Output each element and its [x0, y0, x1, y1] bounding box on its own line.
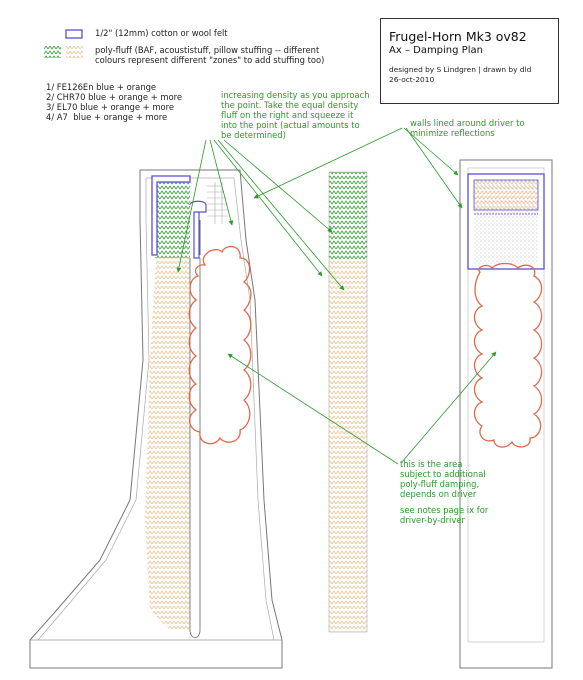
legend-fluff-swatches	[44, 46, 83, 58]
legend-fluff-label-line1: poly-fluff (BAF, acoustistuff, pillow stuffing -- different	[95, 45, 320, 55]
driver-grid	[207, 182, 228, 224]
legend-felt-swatch	[66, 30, 82, 38]
area-note-line: this is the area	[400, 459, 463, 469]
density-note-line: into the point (actual amounts to	[221, 120, 360, 130]
green-fluff-zone-strip	[329, 172, 367, 260]
see-notes-line: driver-by-driver	[400, 515, 465, 525]
felt-lining-driver	[190, 201, 206, 258]
legend-felt-label: 1/2" (12mm) cotton or wool felt	[95, 28, 228, 38]
see-notes-line: see notes page ix for	[400, 505, 489, 515]
stuffing-strip-view	[329, 172, 367, 632]
legend-fluff-label-line2: colours represent different "zones" to add stuffing too)	[95, 55, 325, 65]
driver-item: 4/ A7 blue + orange + more	[46, 112, 168, 122]
area-note-line: poly-fluff damping,	[400, 479, 480, 489]
driver-item: 1/ FE126En blue + orange	[46, 82, 157, 92]
driver-chamber-top	[474, 180, 538, 210]
density-note-line: fluff on the right and squeeze it	[221, 110, 354, 120]
inner-divider	[190, 258, 200, 638]
orange-fluff-zone-side	[145, 258, 190, 630]
extra-damping-zone-front	[475, 264, 542, 448]
driver-item: 2/ CHR70 blue + orange + more	[46, 92, 183, 102]
title-block	[380, 18, 559, 104]
driver-item: 3/ EL70 blue + orange + more	[46, 102, 175, 112]
density-note-line: increasing density as you approach	[221, 90, 370, 100]
extra-damping-zone-side	[189, 246, 251, 443]
drawing-credits: designed by S Lindgren | drawn by dld	[389, 65, 532, 74]
drawing-subtitle: Ax – Damping Plan	[389, 45, 483, 56]
area-note-line: depends on driver	[400, 489, 477, 499]
area-note-line: subject to additional	[400, 469, 486, 479]
drawing-title: Frugel-Horn Mk3 ov82	[389, 29, 527, 44]
side-section-view	[30, 170, 282, 668]
drawing-date: 26-oct-2010	[389, 75, 435, 84]
orange-fluff-zone-strip	[329, 260, 367, 632]
density-note-line: be determined)	[221, 130, 286, 140]
green-fluff-zone-side	[155, 180, 190, 258]
walls-note-line: minimize reflections	[410, 128, 495, 138]
density-note-line: the point. Take the equal density	[221, 100, 359, 110]
walls-note-line: walls lined around driver to	[410, 118, 525, 128]
front-view	[460, 160, 552, 668]
